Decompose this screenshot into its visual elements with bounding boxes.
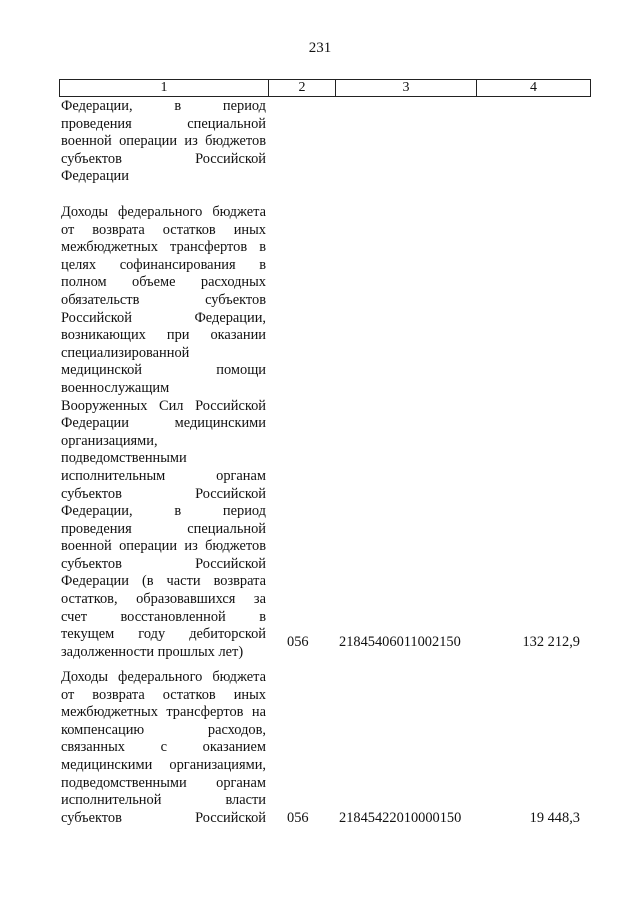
page-number: 231 [308,40,332,56]
row-description [61,669,266,827]
description-line: субъектов Российской [61,485,266,502]
column-header-4: 4 [477,80,591,97]
description-line: подведомственными органам [61,774,266,791]
description-line: от возврата остатков иных [61,221,266,238]
amount-value: 19 448,3 [529,810,580,826]
description-line: Российской Федерации, [61,309,266,326]
description-line: межбюджетных трансфертов в [61,239,266,256]
description-line: субъектов Российской [61,150,266,167]
description-line: от возврата остатков иных [61,686,266,703]
description-line: счет восстановленной в [61,608,266,625]
column-header-3: 3 [336,80,477,97]
admin-code: 056 [287,634,309,650]
description-line: Федерации, в период [61,503,266,520]
description-line: Федерации [61,168,129,185]
admin-code: 056 [287,810,309,826]
description-line: исполнительной власти [61,792,266,809]
description-line: медицинскими организациями, [61,756,266,773]
description-line: обязательств субъектов [61,291,266,308]
row-description [61,204,266,661]
column-header-row [60,80,591,97]
description-line: подведомственными [61,450,187,467]
description-line: военной операции из бюджетов [61,133,266,150]
description-line: субъектов Российской [61,555,266,572]
description-line: военной операции из бюджетов [61,538,266,555]
description-line: текущем году дебиторской [61,626,266,643]
description-line: Доходы федерального бюджета [61,204,266,220]
description-line: специализированной [61,344,190,361]
description-line: субъектов Российской [61,809,266,826]
description-line: Вооруженных Сил Российской [61,397,266,414]
description-line: полном объеме расходных [61,274,266,291]
description-line: военнослужащим [61,379,170,396]
budget-classification-code: 21845422010000150 [339,810,462,826]
description-line: медицинской помощи [61,362,266,379]
description-line: компенсацию расходов, [61,721,266,738]
description-line: Доходы федерального бюджета [61,669,266,685]
description-line: возникающих при оказании [61,327,266,344]
description-line: проведения специальной [61,520,266,537]
description-line: Федерации медицинскими [61,415,266,432]
description-line: Федерации (в части возврата [61,573,266,590]
description-line: организациями, [61,432,158,449]
description-line: задолженности прошлых лет) [61,643,244,660]
column-header-2: 2 [269,80,336,97]
budget-classification-code: 21845406011002150 [339,634,461,650]
row-description-continuation [61,98,266,186]
description-line: межбюджетных трансфертов на [61,704,266,721]
description-line: остатков, образовавшихся за [61,591,266,608]
column-header-1: 1 [60,80,269,97]
description-line: связанных с оказанием [61,739,266,756]
description-line: целях софинансирования в [61,256,266,273]
amount-value: 132 212,9 [522,634,580,650]
column-header-table [59,79,591,97]
description-line: исполнительным органам [61,467,266,484]
description-line: Федерации, в период [61,98,266,114]
description-line: проведения специальной [61,115,266,132]
